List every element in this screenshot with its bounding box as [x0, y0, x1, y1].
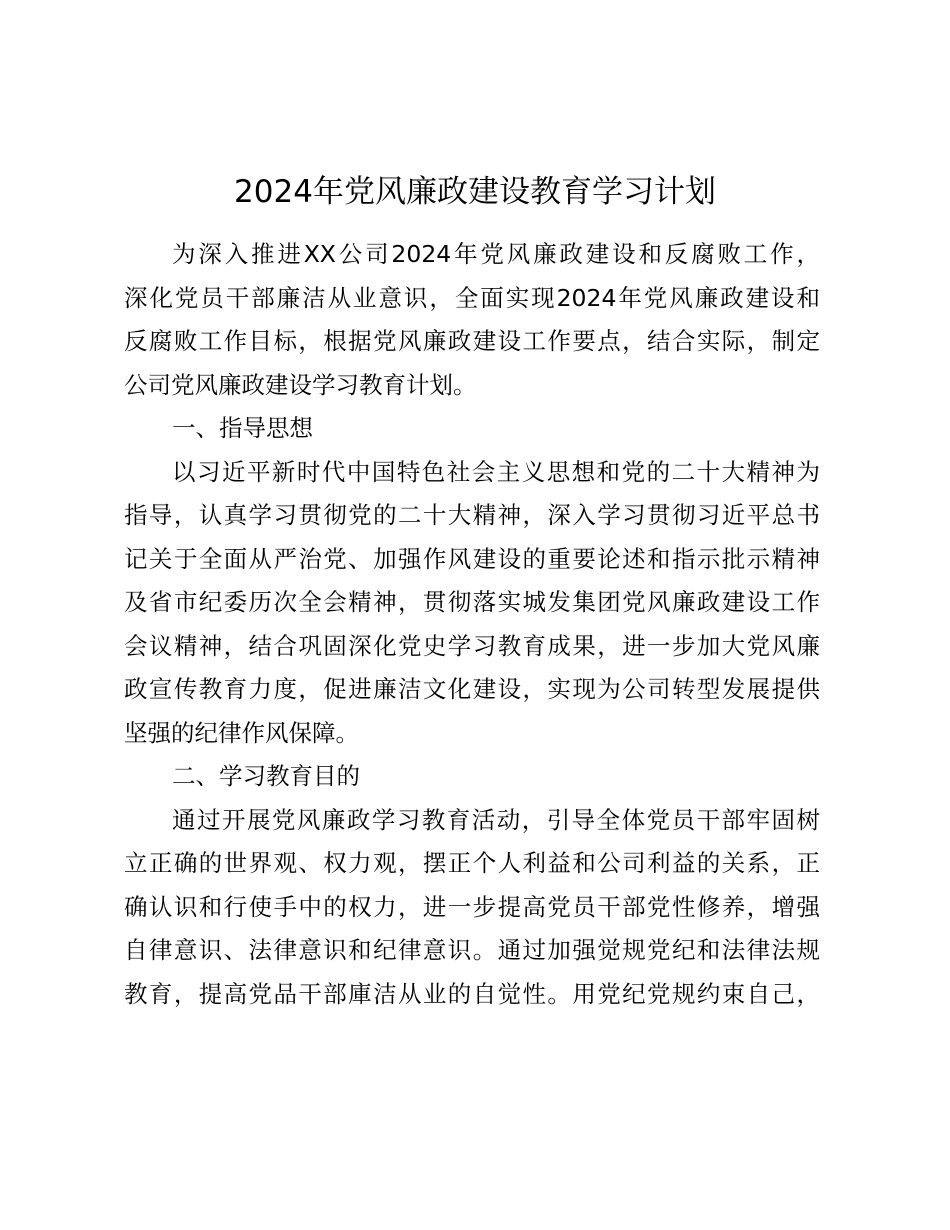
paragraph-line: 记关于全面从严治党、加强作风建设的重要论述和指示批示精神 [124, 544, 820, 573]
paragraph-line: 指导，认真学习贯彻党的二十大精神，深入学习贯彻习近平总书 [124, 501, 820, 529]
section-heading: 二、学习教育目的 [172, 762, 360, 790]
paragraph-line: 及省市纪委历次全会精神，贯彻落实城发集团党风廉政建设工作 [124, 588, 820, 616]
paragraph-line: 通过开展党风廉政学习教育活动，引导全体党员干部牢固树 [172, 805, 820, 834]
section-heading: 一、指导思想 [172, 414, 313, 442]
paragraph-line: 坚强的纪律作风保障。 [124, 718, 359, 747]
paragraph-line: 自律意识、法律意识和纪律意识。通过加强觉规党纪和法律法规 [124, 936, 820, 964]
paragraph-line: 为深入推进XX公司2024年党风廉政建设和反腐败工作， [172, 240, 820, 268]
paragraph-line: 公司党风廉政建设学习教育计划。 [124, 370, 477, 399]
paragraph-line: 立正确的世界观、权力观，摆正个人利益和公司利益的关系，正 [124, 849, 820, 877]
document-title: 2024年党风廉政建设教育学习计划 [234, 174, 716, 210]
paragraph-line: 确认识和行使手中的权力，进一步提高党员干部党性修养，增强 [124, 892, 820, 921]
paragraph-line: 教育，提高党品干部庫洁从业的自觉性。用党纪党规约束自己， [124, 979, 820, 1008]
document-body [124, 233, 820, 1016]
paragraph-line: 政宣传教育力度，促进廉洁文化建设，实现为公司转型发展提供 [124, 675, 820, 703]
paragraph-line: 反腐败工作目标，根据党风廉政建设工作要点，结合实际，制定 [124, 327, 820, 355]
paragraph-line: 深化党员干部廉洁从业意识，全面实现2024年党风廉政建设和 [124, 283, 820, 312]
paragraph-line: 以习近平新时代中国特色社会主义思想和党的二十大精神为 [172, 457, 820, 486]
paragraph-line: 会议精神，结合巩固深化党史学习教育成果，进一步加大党风廉 [124, 631, 820, 660]
